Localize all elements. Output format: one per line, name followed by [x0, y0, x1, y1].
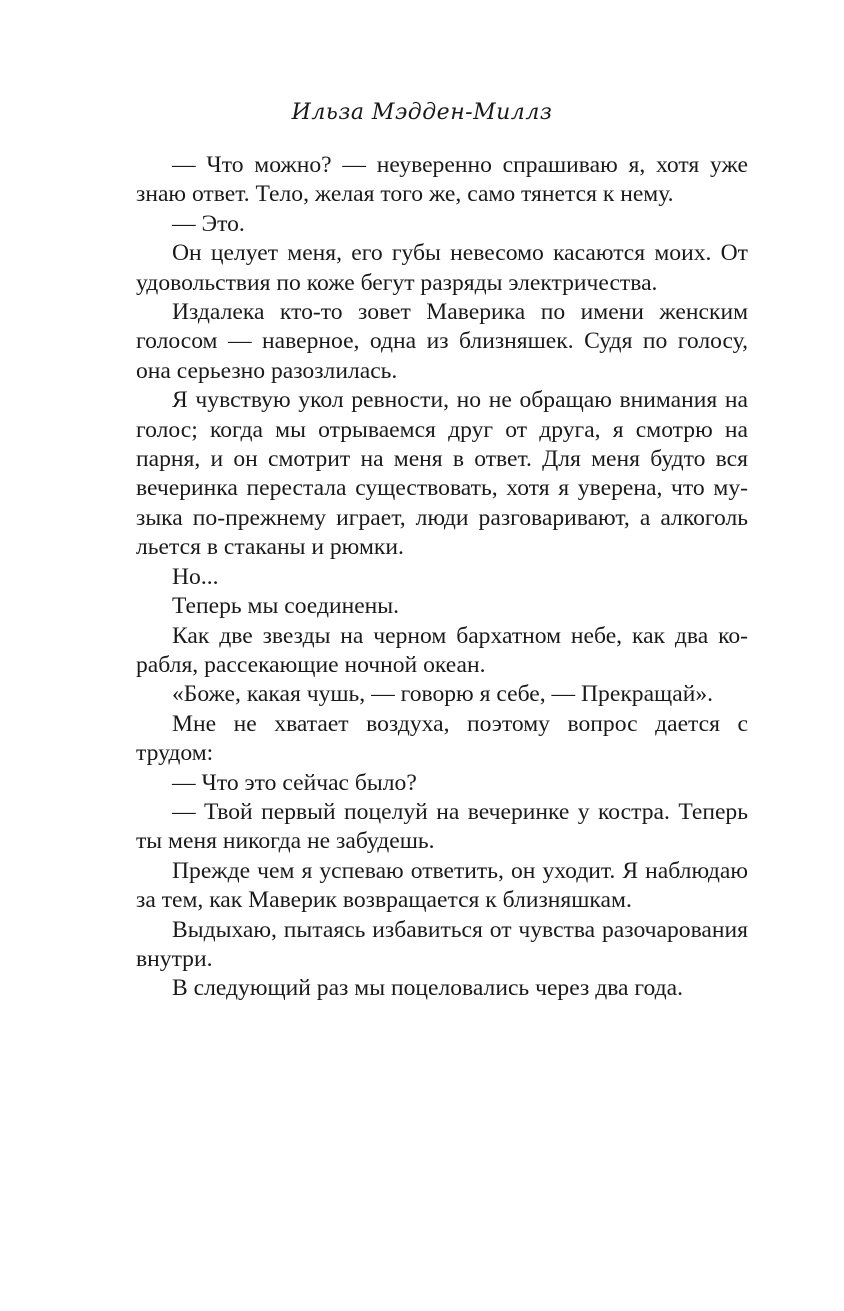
paragraph: Мне не хватает воздуха, поэтому вопрос дается с трудом:	[136, 710, 748, 767]
paragraph: — Что это сейчас было?	[172, 769, 417, 796]
body-text	[136, 151, 748, 1004]
paragraph: Он целует меня, его губы невесомо касаются моих. От удовольствия по коже бегут разряды электричества.	[136, 240, 748, 296]
paragraph: Как две звезды на черном бархатном небе, как два корабля, рассекающие ночной океан.	[136, 622, 748, 678]
paragraph: — Это.	[172, 210, 245, 237]
paragraph: Прежде чем я успеваю ответить, он уходит. Я наблюдаю за тем, как Маверик возвращается к близняшкам.	[136, 857, 748, 914]
paragraph: — Твой первый поцелуй на вечеринке у костра. Теперь ты меня никогда не забудешь.	[136, 798, 748, 855]
paragraph: Издалека кто-то зовет Маверика по имени женским голосом — наверное, одна из близняшек. Судя по голосу, она серьезно разозлилась.	[136, 299, 748, 384]
paragraph: Я чувствую укол ревности, но не обращаю внимания на голос; когда мы отрываемся друг от друга, я смотрю на парня, и он смотрит на меня в ответ. Для меня будто вся вечеринка перестала существовать, хотя я уверена, что музыка по-прежнему играет, люди разговаривают, а алкоголь льется в стаканы и рюмки.	[136, 387, 748, 561]
paragraph: Выдыхаю, пытаясь избавиться от чувства разочарования внутри.	[136, 916, 748, 972]
paragraph: Но...	[172, 563, 219, 590]
paragraph: — Что можно? — неуверенно спрашиваю я, хотя уже знаю ответ. Тело, желая того же, само тянется к нему.	[136, 152, 748, 208]
paragraph: В следующий раз мы поцеловались через два года.	[172, 975, 683, 1002]
running-header: Ильза Мэдден-Миллз	[291, 100, 553, 125]
paragraph: Теперь мы соединены.	[172, 593, 400, 620]
paragraph: «Боже, какая чушь, — говорю я себе, — Прекращай».	[172, 681, 714, 708]
